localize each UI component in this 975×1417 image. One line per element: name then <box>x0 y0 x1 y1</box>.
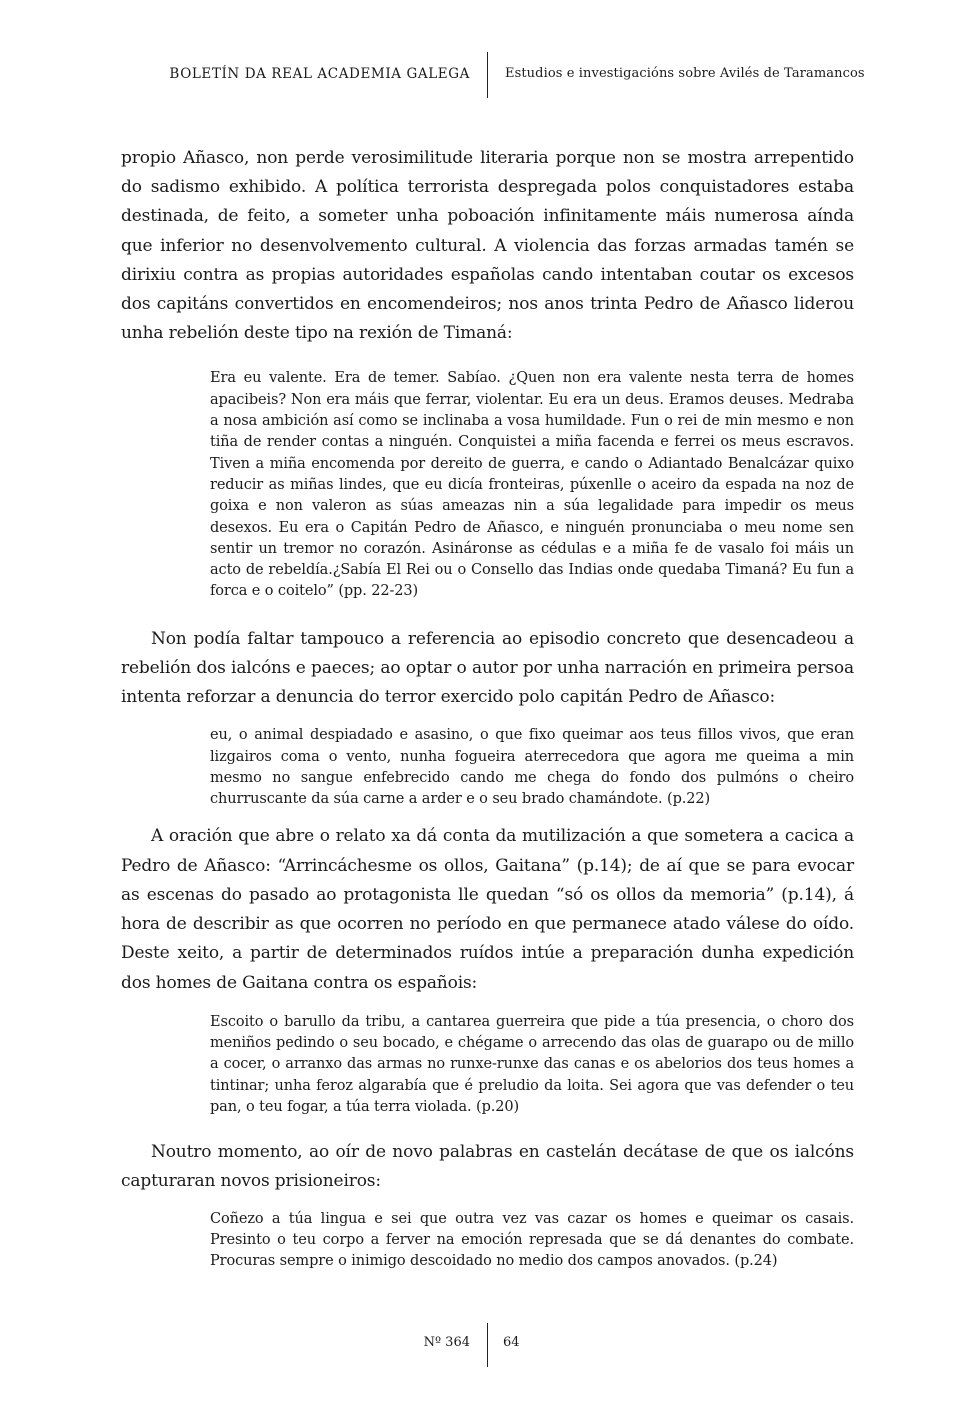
block-quote: Escoito o barullo da tribu, a cantarea guerreira que pide a túa presencia, o choro dos meniños pedindo o seu bocado, e chégame o arrecendo das olas de guarapo ou de millo a cocer, o arranxo das armas no runxe-runxe das canas e os abelorios dos teus homes a tintinar; unha feroz algarabía que é preludio da loita. Sei agora que vas defender o teu pan, o teu fogar, a túa terra violada. (p.20) <box>210 1013 854 1115</box>
journal-title: BOLETÍN DA REAL ACADEMIA GALEGA <box>169 66 470 82</box>
running-header <box>0 52 975 98</box>
block-quote: Coñezo a túa lingua e sei que outra vez vas cazar os homes e queimar os casais. Presinto o teu corpo a ferver na emoción represada que se dá denantes do combate. Procuras sempre o inimigo descoidado no medio dos campos anovados. (p.24) <box>210 1210 854 1270</box>
paragraph: A oración que abre o relato xa dá conta da mutilización a que sometera a cacica a Pedro de Añasco: “Arrincáchesme os ollos, Gaitana” (p.14); de aí que se para evocar as escenas do pasado ao protagonista lle quedan “só os ollos da memoria” (p.14), á hora de describir as que ocorren no período en que permanece atado válese do oído. Deste xeito, a partir de determinados ruídos intúe a preparación dunha expedición dos homes de Gaitana contra os españois: <box>121 826 854 993</box>
page-footer <box>0 1323 975 1367</box>
paragraph: Non podía faltar tampouco a referencia ao episodio concreto que desencadeou a rebelión dos ialcóns e paeces; ao optar o autor por unha narración en primeira persoa intenta reforzar a denuncia do terror exercido polo capitán Pedro de Añasco: <box>121 628 854 708</box>
paragraph: propio Añasco, non perde verosimilitude literaria porque non se mostra arrepentido do sadismo exhibido. A política terrorista despregada polos conquistadores estaba destinada, de feito, a someter unha poboación infinitamente máis numerosa aínda que inferior no desenvolvemento cultural. A violencia das forzas armadas tamén se dirixiu contra as propias autoridades españolas cando intentaban coutar os excesos dos capitáns convertidos en encomendeiros; nos anos trinta Pedro de Añasco liderou unha rebelión deste tipo na rexión de Timaná: <box>121 148 854 344</box>
page-number: 64 <box>503 1335 520 1350</box>
paragraph: Noutro momento, ao oír de novo palabras en castelán decátase de que os ialcóns capturaran novos prisioneiros: <box>121 1142 854 1192</box>
header-divider <box>487 52 488 98</box>
issue-number: Nº 364 <box>423 1335 470 1350</box>
block-quote: eu, o animal despiadado e asasino, o que fixo queimar aos teus fillos vivos, que eran lizgairos coma o vento, nunha fogueira aterrecedora que agora me queima a min mesmo no sangue enfebrecido cando me chega do fondo dos pulmóns o cheiro churruscante da súa carne a arder e o seu brado chamándote. (p.22) <box>210 727 854 808</box>
section-title: Estudios e investigacións sobre Avilés de Taramancos <box>505 66 865 81</box>
article-body <box>121 144 854 1272</box>
footer-divider <box>487 1323 488 1367</box>
block-quote: Era eu valente. Era de temer. Sabíao. ¿Quen non era valente nesta terra de homes apacibeis? Non era máis que ferrar, violentar. Eu era un deus. Eramos deuses. Medraba a nosa ambición así como se inclinaba a vosa humildade. Fun o rei de min mesmo e non tiña de render contas a ninguén. Conquistei a miña facenda e ferrei os meus escravos. Tiven a miña encomenda por dereito de guerra, e cando o Adiantado Benalcázar quixo reducir as miñas lindes, que eu dicía fronteiras, púxenlle o aceiro da espada na noz de goixa e non valeron as súas ameazas nin a súa legalidade para impedir os meus desexos. Eu era o Capitán Pedro de Añasco, e ninguén pronunciaba o meu nome sen sentir un tremor no corazón. Asináronse as cédulas e a miña fe de vasalo foi máis un acto de rebeldía.¿Sabía El Rei ou o Consello das Indias onde quedaba Timaná? Eu fun a forca e o coitelo” (pp. 22-23) <box>210 370 854 600</box>
